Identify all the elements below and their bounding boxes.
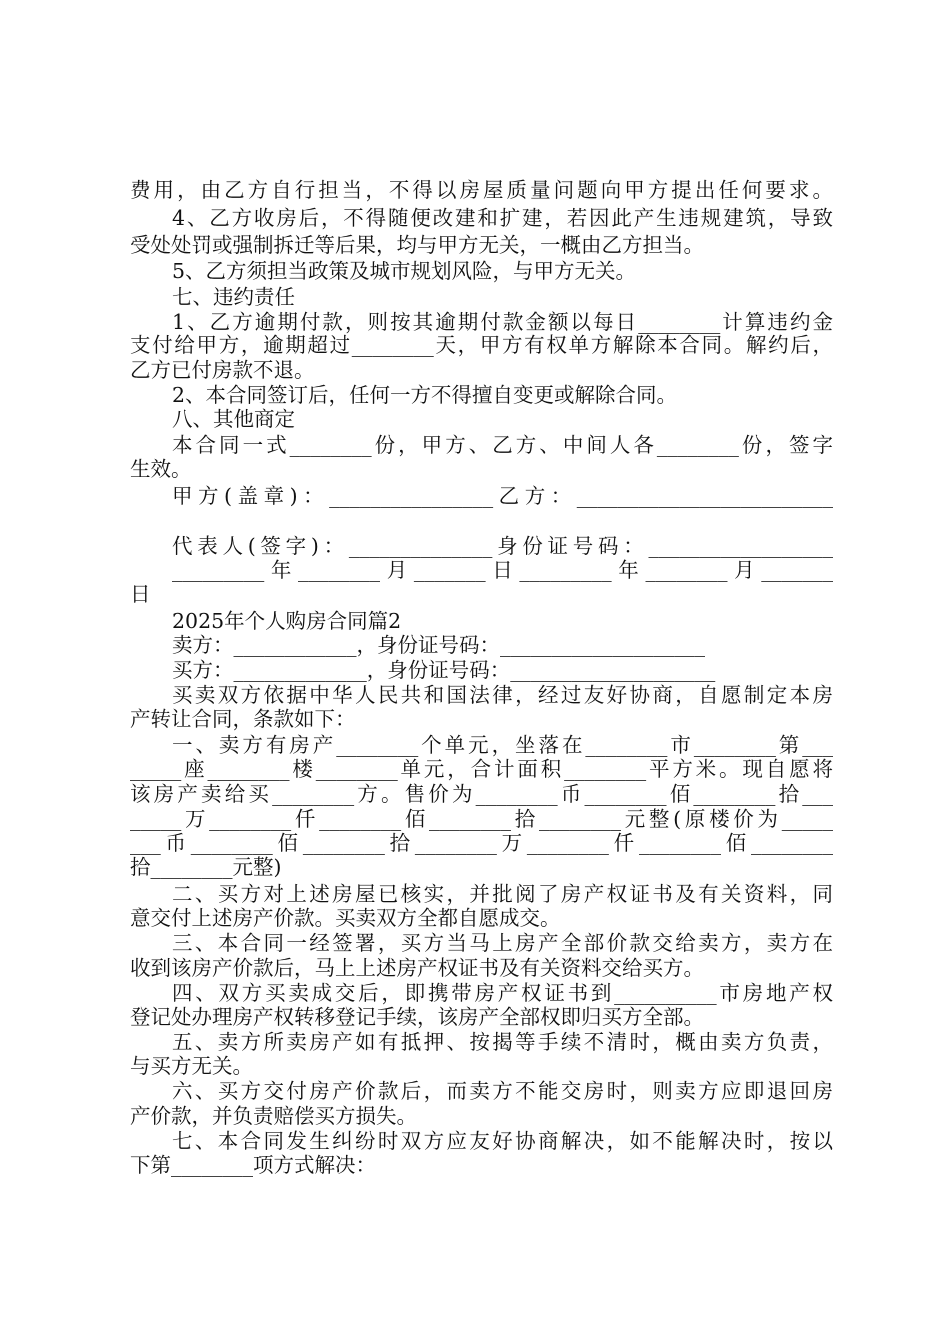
text-line: 支付给甲方，逾期超过________天，甲方有权单方解除本合同。解约后， [130,333,833,357]
text-line: 费用，由乙方自行担当，不得以房屋质量问题向甲方提出任何要求。 [130,178,833,202]
text-line: 2、本合同签订后，任何一方不得擅自变更或解除合同。 [172,383,678,407]
text-line: 四、双方买卖成交后，即携带房产权证书到__________市房地产权 [172,981,833,1005]
text-line: 下第________项方式解决： [130,1153,376,1177]
signature-representative-line: 代表人(签字)：______________身份证号码：__________________ [172,534,833,558]
text-line: 收到该房产价款后，马上上述房产权证书及有关资料交给买方。 [130,956,704,980]
text-line: 日 [130,582,151,606]
text-line: 产价款，并负责赔偿买方损失。 [130,1104,417,1128]
text-line: 与买方无关。 [130,1054,253,1078]
text-line: 该房产卖给买________方。售价为________币________佰________拾___ [130,782,833,806]
text-line: 4、乙方收房后，不得随便改建和扩建，若因此产生违规建筑，导致 [172,206,833,230]
text-line: 产转让合同，条款如下： [130,707,356,731]
text-line: ___币________佰________拾________万________仟________佰________ [130,831,833,855]
signature-party-line: 甲方(盖章)：________________乙方：_________________________ [172,484,833,508]
text-line: 七、本合同发生纠纷时双方应友好协商解决，如不能解决时，按以 [172,1129,833,1153]
text-line: 二、买方对上述房屋已核实，并批阅了房产权证书及有关资料，同 [172,882,833,906]
seller-line: 卖方：____________，身份证号码：____________________ [172,633,705,657]
text-line: 5、乙方须担当政策及城市规划风险，与甲方无关。 [172,259,637,283]
text-line: 乙方已付房款不退。 [130,358,315,382]
text-line: 六、买方交付房产价款后，而卖方不能交房时，则卖方应即退回房 [172,1079,833,1103]
text-line: 一、卖方有房产________个单元，坐落在________市________第___ [172,733,833,757]
buyer-line: 买方：_____________，身份证号码：____________________ [172,658,716,682]
text-line: 三、本合同一经签署，买方当马上房产全部价款交给卖方，卖方在 [172,931,833,955]
text-line: 本合同一式________份，甲方、乙方、中间人各________份，签字 [172,433,833,457]
contract-title: 2025年个人购房合同篇2 [172,609,402,633]
text-line: 1、乙方逾期付款，则按其逾期付款金额以每日________计算违约金 [172,310,833,334]
text-line: 生效。 [130,457,192,481]
text-line: 拾________元整) [130,855,282,879]
text-line: 意交付上述房产价款。买卖双方全都自愿成交。 [130,906,561,930]
signature-date-line: _________年________月_______日_________年________月_______ [172,558,833,582]
text-line: _____万________仟________佰________拾________元整(原楼价为_____ [130,807,833,831]
text-line: 买卖双方依据中华人民共和国法律，经过友好协商，自愿制定本房 [172,683,833,707]
section-heading: 八、其他商定 [172,407,295,431]
text-line: _____座________楼________单元，合计面积________平方米。现自愿将 [130,757,833,781]
text-line: 登记处办理房产权转移登记手续，该房产全部权即归买方全部。 [130,1005,704,1029]
text-line: 受处处罚或强制拆迁等后果，均与甲方无关，一概由乙方担当。 [130,233,704,257]
section-heading: 七、违约责任 [172,285,295,309]
text-line: 五、卖方所卖房产如有抵押、按揭等手续不清时，概由卖方负责， [172,1030,833,1054]
